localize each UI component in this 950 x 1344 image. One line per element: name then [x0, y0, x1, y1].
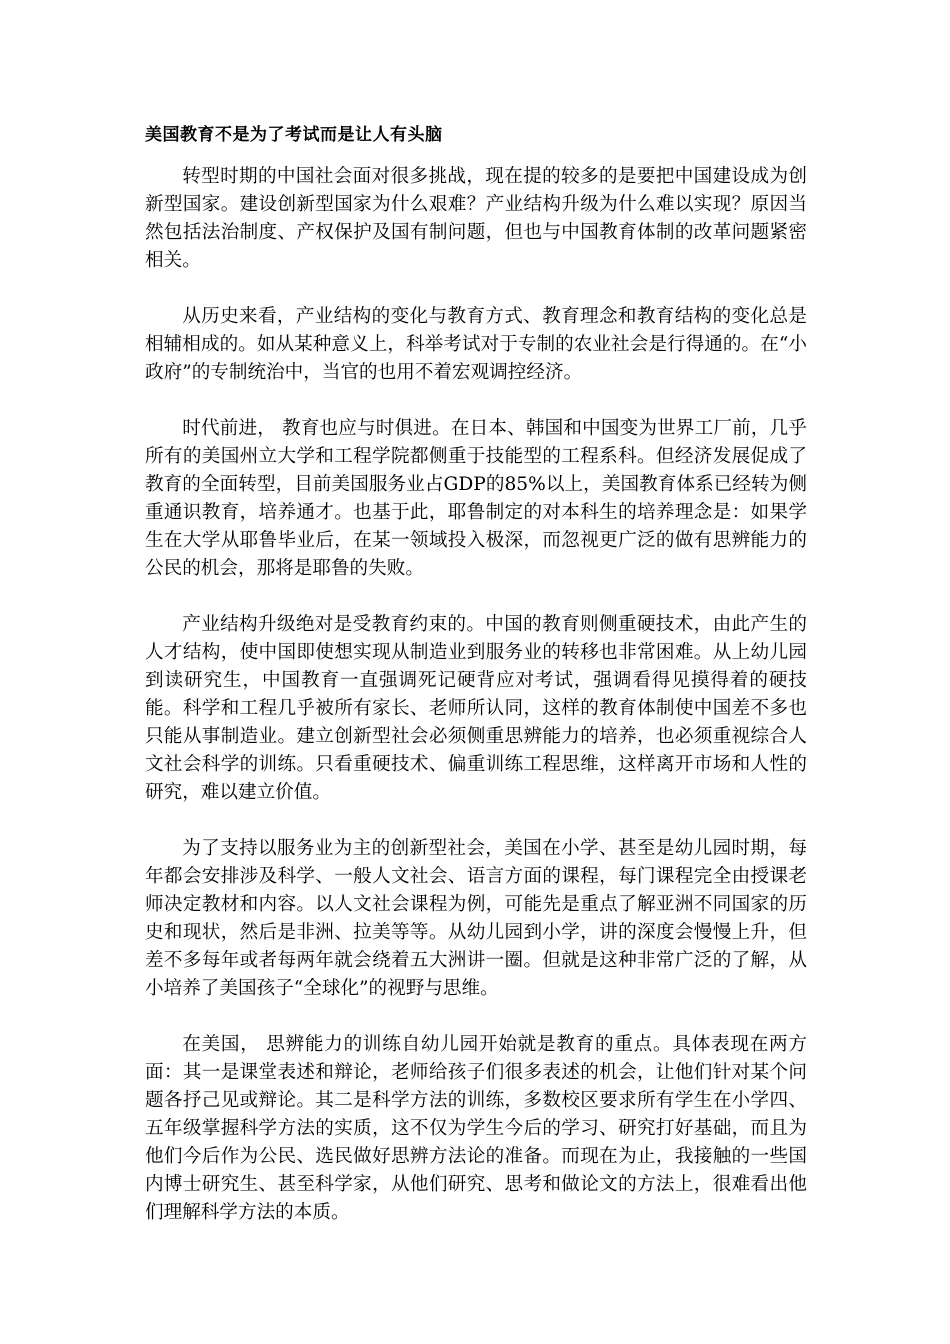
paragraph-1: 转型时期的中国社会面对很多挑战，现在提的较多的是要把中国建设成为创新型国家。建设创新型国家为什么艰难？产业结构升级为什么难以实现？原因当然包括法治制度、产权保护及国有制问题，但也与中国教育体制的改革问题紧密相关。	[145, 166, 807, 271]
paragraph-3: 时代前进， 教育也应与时俱进。在日本、韩国和中国变为世界工厂前，几乎所有的美国州立大学和工程学院都侧重于技能型的工程系科。但经济发展促成了教育的全面转型，目前美国服务业占GDP的85%以上，美国教育体系已经转为侧重通识教育，培养通才。也基于此，耶鲁制定的对本科生的培养理念是：如果学生在大学从耶鲁毕业后，在某一领域投入极深，而忽视更广泛的做有思辨能力的公民的机会，那将是耶鲁的失败。	[145, 418, 807, 579]
paragraph-6: 在美国， 思辨能力的训练自幼儿园开始就是教育的重点。具体表现在两方面：其一是课堂表述和辩论，老师给孩子们很多表述的机会，让他们针对某个问题各抒己见或辩论。其二是科学方法的训练，多数校区要求所有学生在小学四、五年级掌握科学方法的实质，这不仅为学生今后的学习、研究打好基础，而且为他们今后作为公民、选民做好思辨方法论的准备。而现在为止，我接触的一些国内博士研究生、甚至科学家，从他们研究、思考和做论文的方法上，很难看出他们理解科学方法的本质。	[145, 1034, 807, 1223]
article-body	[145, 121, 807, 1255]
paragraph-5: 为了支持以服务业为主的创新型社会，美国在小学、甚至是幼儿园时期，每年都会安排涉及科学、一般人文社会、语言方面的课程，每门课程完全由授课老师决定教材和内容。以人文社会课程为例，可能先是重点了解亚洲不同国家的历史和现状，然后是非洲、拉美等等。从幼儿园到小学，讲的深度会慢慢上升，但差不多每年或者每两年就会绕着五大洲讲一圈。但就是这种非常广泛的了解，从小培养了美国孩子“全球化”的视野与思维。	[145, 838, 807, 999]
paragraph-4: 产业结构升级绝对是受教育约束的。中国的教育则侧重硬技术，由此产生的人才结构，使中国即使想实现从制造业到服务业的转移也非常困难。从上幼儿园到读研究生，中国教育一直强调死记硬背应对考试，强调看得见摸得着的硬技能。科学和工程几乎被所有家长、老师所认同，这样的教育体制使中国差不多也只能从事制造业。建立创新型社会必须侧重思辨能力的培养，也必须重视综合人文社会科学的训练。只看重硬技术、偏重训练工程思维，这样离开市场和人性的研究，难以建立价值。	[145, 614, 807, 803]
article-title: 美国教育不是为了考试而是让人有头脑	[145, 125, 443, 145]
paragraph-2: 从历史来看，产业结构的变化与教育方式、教育理念和教育结构的变化总是相辅相成的。如从某种意义上，科举考试对于专制的农业社会是行得通的。在“小政府”的专制统治中，当官的也用不着宏观调控经济。	[145, 306, 807, 383]
